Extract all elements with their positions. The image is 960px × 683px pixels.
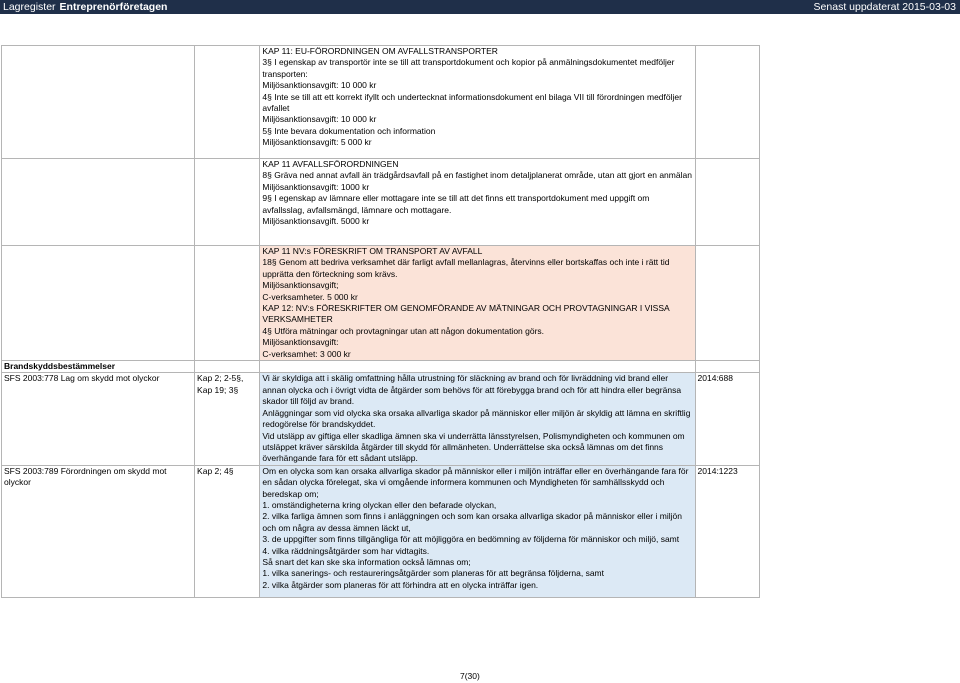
empty-cell (759, 373, 846, 465)
requirement-cell (260, 159, 695, 246)
text-line: 4§ Utföra mätningar och provtagningar utan att någon dokumentation görs. (262, 325, 545, 336)
text-line: 1. vilka sanerings- och restaureringsåtgärder som planeras för att begränsa följderna, samt (262, 568, 604, 579)
chapter-ref: Kap 2; 4§ (195, 465, 260, 597)
text-line: Miljösanktionsavgift: (262, 337, 339, 348)
top-bar (0, 0, 960, 14)
empty-cell (759, 361, 846, 373)
empty-cell (195, 361, 260, 373)
amendment-ref: 2014:688 (695, 373, 759, 465)
empty-cell (2, 46, 195, 159)
text-line: Miljösanktionsavgift: 10 000 kr (262, 114, 377, 125)
table-row (2, 361, 908, 373)
empty-cell (260, 361, 695, 373)
empty-cell (195, 246, 260, 361)
law-title: SFS 2003:789 Förordningen om skydd mot olyckor (2, 465, 195, 597)
text-line: 4§ Inte se till att ett korrekt ifyllt och undertecknat informationsdokument enl bilaga VII till förordningen medföljer avfallet (262, 91, 682, 114)
updated-label: Senast uppdaterat 2015-03-03 (813, 1, 956, 13)
empty-cell (695, 361, 759, 373)
register-label: Lagregister (3, 1, 56, 13)
text-line: 5§ Inte bevara dokumentation och information (262, 125, 436, 136)
empty-cell (846, 159, 907, 246)
text-line: Miljösanktionsavgift: 10 000 kr (262, 80, 377, 91)
requirement-cell (260, 373, 695, 465)
text-line: Miljösanktionsavgift; (262, 280, 339, 291)
text-line: C-verksamhet: 3 000 kr (262, 348, 351, 359)
text-line: Miljösanktionsavgift: 1000 kr (262, 181, 370, 192)
text-line: 3. de uppgifter som finns tillgängliga för att möjliggöra en bedömning av följderna för människor och miljö, samt (262, 534, 680, 545)
text-line: 1. omständigheterna kring olyckan eller den befarade olyckan, (262, 499, 497, 510)
table-row (2, 159, 908, 246)
text-line: KAP 11: EU-FÖRORDNINGEN OM AVFALLSTRANSPORTER (262, 46, 498, 56)
empty-cell (695, 246, 759, 361)
text-line: 9§ I egenskap av lämnare eller mottagare inte se till att det finns ett transportdokument med uppgift om avfallsslag, avfallsmängd, lämnare och mottagare. (262, 193, 650, 215)
chapter-ref: Kap 2; 2-5§, Kap 19; 3§ (195, 373, 260, 465)
empty-cell (846, 465, 907, 597)
empty-cell (695, 46, 759, 159)
text-line: Miljösanktionsavgift. 5000 kr (262, 216, 370, 227)
section-title: Brandskyddsbestämmelser (2, 361, 195, 373)
table-row (2, 246, 908, 361)
empty-cell (759, 159, 846, 246)
text-line: C-verksamheter. 5 000 kr (262, 291, 358, 302)
page-number: 7(30) (460, 671, 480, 681)
table-row (2, 373, 908, 465)
text-line: 3§ I egenskap av transportör inte se till att transportdokument och kopior på anmälningsdokumentet medföljer transporten: (262, 57, 675, 79)
empty-cell (759, 465, 846, 597)
text-line: 2. vilka åtgärder som planeras för att förhindra att en olycka inträffar igen. (262, 579, 539, 590)
table-row (2, 46, 908, 159)
text-line: Vi är skyldiga att i skälig omfattning hålla utrustning för släckning av brand och för livräddning vid brand eller annan olycka och i övrigt vidta de åtgärder som behövs för att förebygga brand och för att hindra eller begränsa skador till följd av brand. (262, 373, 682, 407)
empty-cell (695, 159, 759, 246)
amendment-ref: 2014:1223 (695, 465, 759, 597)
text-line: KAP 11 NV:s FÖRESKRIFT OM TRANSPORT AV AVFALL (262, 246, 483, 256)
requirement-cell (260, 465, 695, 597)
text-line: Om en olycka som kan orsaka allvarliga skador på människor eller i miljön inträffar eller en överhängande fara för en sådan olycka förelegat, ska vi omgående informera kommunen och Myndigheten för samhällsskydd och beredskap om; (262, 465, 689, 499)
text-line: Miljösanktionsavgift: 5 000 kr (262, 137, 372, 148)
text-line: 8§ Gräva ned annat avfall än trädgårdsavfall på en fastighet inom detaljplanerat område, utan att gjort en anmälan (262, 170, 692, 181)
empty-cell (846, 46, 907, 159)
empty-cell (759, 246, 846, 361)
table-row (2, 465, 908, 597)
empty-cell (2, 246, 195, 361)
empty-cell (195, 46, 260, 159)
text-line: 4. vilka räddningsåtgärder som har vidtagits. (262, 545, 430, 556)
empty-cell (846, 361, 907, 373)
requirement-cell (260, 246, 695, 361)
empty-cell (846, 246, 907, 361)
text-line: 2. vilka farliga ämnen som finns i anläggningen och som kan orsaka allvarliga skador på människor eller i miljön och om några av dessa ämnen läckt ut, (262, 511, 682, 533)
text-line: KAP 11 AVFALLSFÖRORDNINGEN (262, 159, 399, 169)
text-line: KAP 12: NV:s FÖRESKRIFTER OM GENOMFÖRANDE AV MÄTNINGAR OCH PROVTAGNINGAR I VISSA VERKSAMHETER (262, 303, 670, 325)
text-line: Anläggningar som vid olycka ska orsaka allvarliga skador på människor eller miljön är skyldig att lämna en skriftlig redogörelse för brandskyddet. (262, 407, 691, 430)
law-title: SFS 2003:778 Lag om skydd mot olyckor (2, 373, 195, 465)
requirement-cell (260, 46, 695, 159)
text-line: Så snart det kan ske ska information också lämnas om; (262, 556, 471, 567)
empty-cell (846, 373, 907, 465)
header-left (3, 0, 167, 14)
law-register-table (1, 45, 908, 598)
text-line: Vid utsläpp av giftiga eller skadliga ämnen ska vi underrätta länsstyrelsen, Polismyndigheten och kommunen om utsläppet kräver särskilda åtgärder till skydd för allmänheten. Underrättelse ska också lämnas om det finns överhängande fara för ett sådant utsläpp. (262, 430, 685, 464)
text-line: 18§ Genom att bedriva verksamhet där farligt avfall mellanlagras, återvinns eller bortskaffas och inte i rätt tid upprätta den förteckning som krävs. (262, 257, 670, 279)
company-label: Entreprenörföretagen (59, 1, 168, 13)
empty-cell (195, 159, 260, 246)
empty-cell (2, 159, 195, 246)
empty-cell (759, 46, 846, 159)
